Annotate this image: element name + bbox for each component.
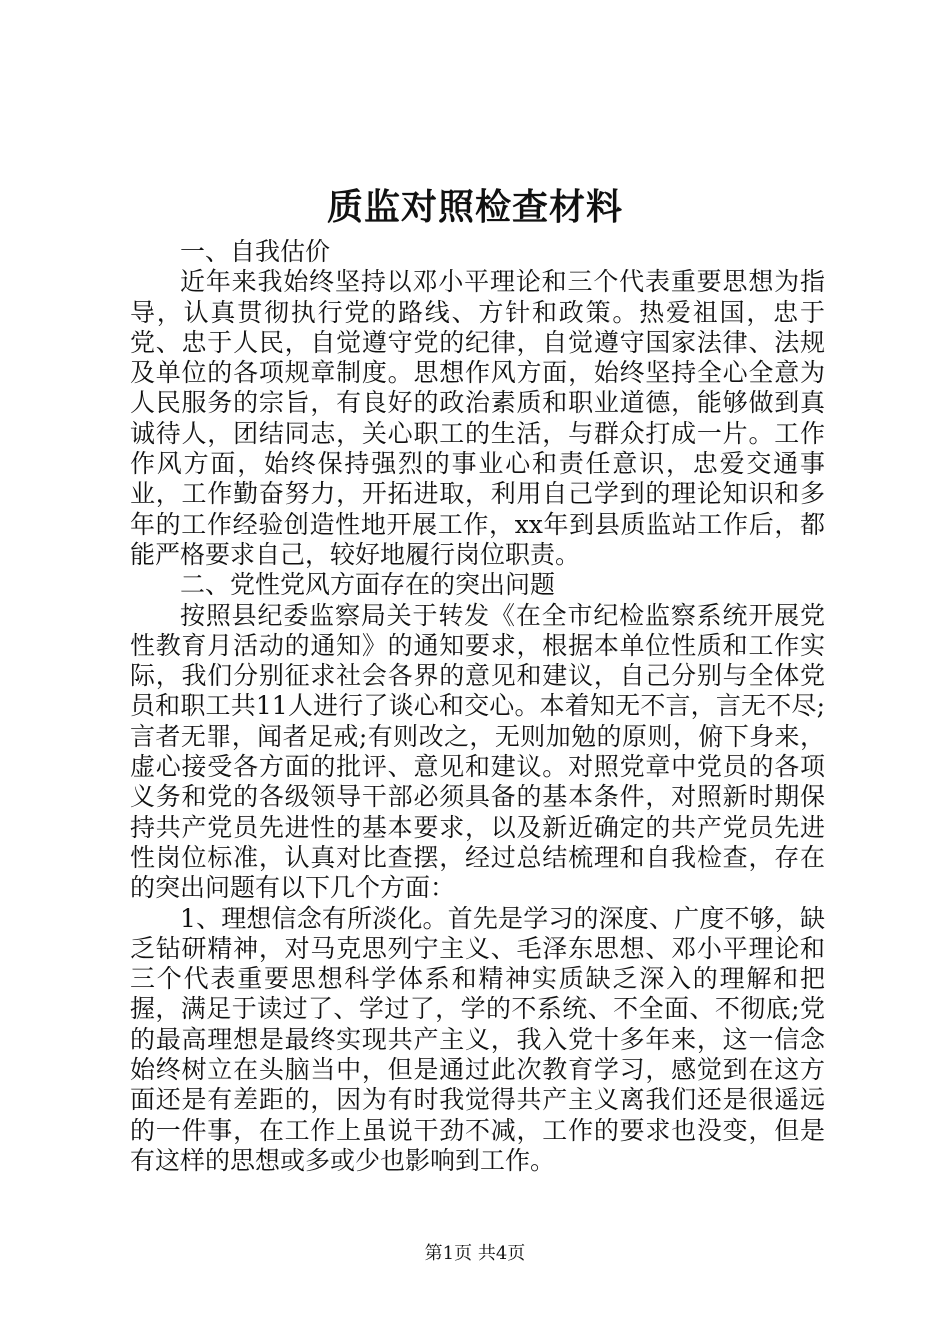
- document-title: 质监对照检查材料: [326, 186, 623, 228]
- paragraph-problem-1: 1、理想信念有所淡化。首先是学习的深度、广度不够，缺乏钻研精神，对马克思列宁主义、毛泽东思想、邓小平理论和三个代表重要思想科学体系和精神实质缺乏深入的理解和把握，满足于读过了、学过了，学的不系统、不全面、不彻底;党的最高理想是最终实现共产主义，我入党十多年来，这一信念始终树立在头脑当中，但是通过此次教育学习，感觉到在这方面还是有差距的，因为有时我觉得共产主义离我们还是很遥远的一件事，在工作上虽说干劲不减，工作的要求也没变，但是有这样的思想或多或少也影响到工作。: [130, 903, 825, 1175]
- section-heading-self-assessment: 一、自我估价: [180, 237, 331, 266]
- page-footer: 第1页 共4页: [424, 1243, 526, 1264]
- paragraph-self-assessment: 近年来我始终坚持以邓小平理论和三个代表重要思想为指导，认真贯彻执行党的路线、方针和政策。热爱祖国，忠于党、忠于人民，自觉遵守党的纪律，自觉遵守国家法律、法规及单位的各项规章制度。思想作风方面，始终坚持全心全意为人民服务的宗旨，有良好的政治素质和职业道德，能够做到真诚待人，团结同志，关心职工的生活，与群众打成一片。工作作风方面，始终保持强烈的事业心和责任意识，忠爱交通事业，工作勤奋努力，开拓进取，利用自己学到的理论知识和多年的工作经验创造性地开展工作，xx年到县质监站工作后，都能严格要求自己，较好地履行岗位职责。: [130, 267, 825, 569]
- section-heading-problems: 二、党性党风方面存在的突出问题: [180, 570, 556, 600]
- paragraph-problems-intro: 按照县纪委监察局关于转发《在全市纪检监察系统开展党性教育月活动的通知》的通知要求，根据本单位性质和工作实际，我们分别征求社会各界的意见和建议，自己分别与全体党员和职工共11人进行了谈心和交心。本着知无不言，言无不尽;言者无罪，闻者足戒;有则改之，无则加勉的原则，俯下身来，虚心接受各方面的批评、意见和建议。对照党章中党员的各项义务和党的各级领导干部必须具备的基本条件，对照新时期保持共产党员先进性的基本要求，以及新近确定的共产党员先进性岗位标准，认真对比查摆，经过总结梳理和自我检查，存在的突出问题有以下几个方面：: [130, 600, 825, 903]
- document-body: [130, 237, 825, 1176]
